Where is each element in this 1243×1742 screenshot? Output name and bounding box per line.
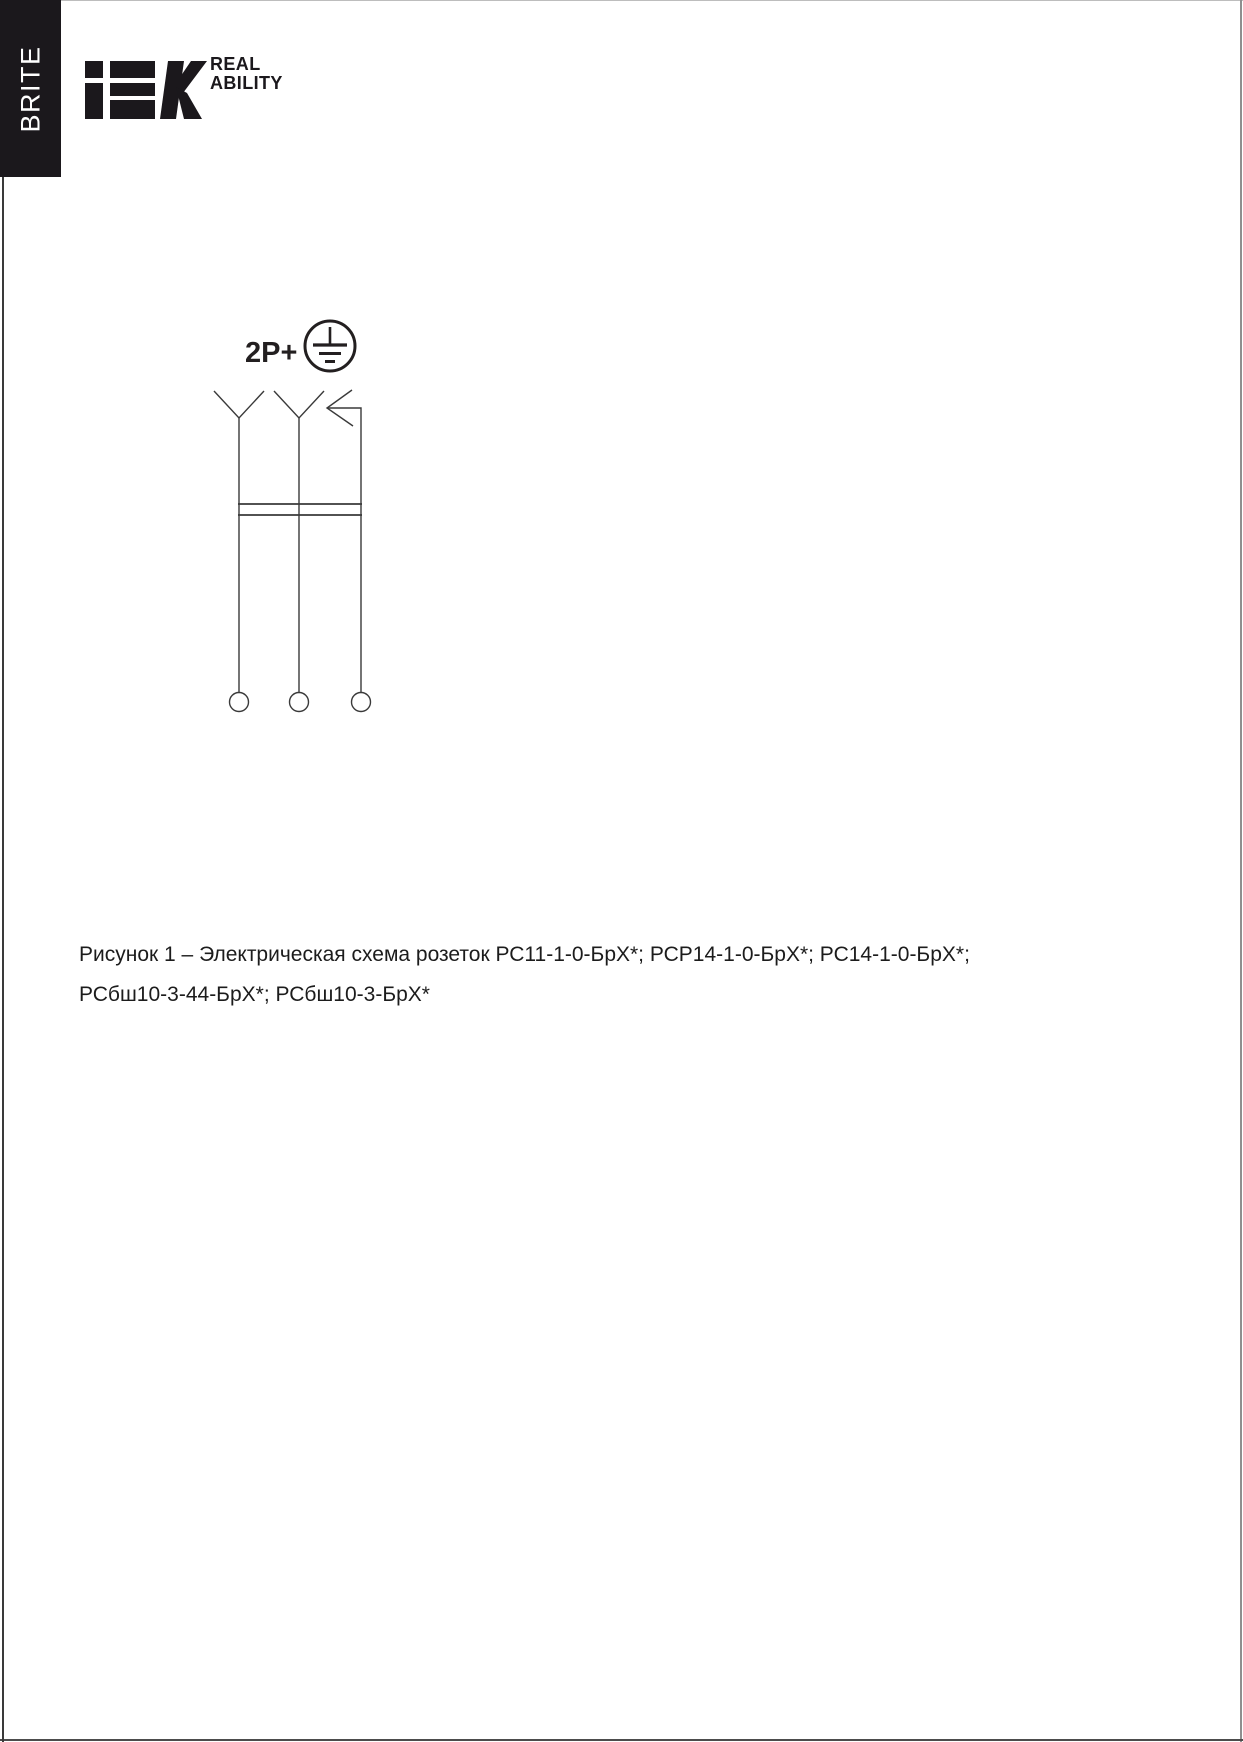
brite-series-banner [0, 0, 61, 177]
iek-logo-glyphs [85, 61, 207, 119]
iek-logo [85, 58, 215, 120]
tagline-line-2: ABILITY [210, 73, 283, 93]
page-edge-top [0, 0, 1243, 1]
page-edge-right [1240, 0, 1242, 1742]
page-edge-bottom [0, 1739, 1243, 1741]
series-name-label: BRITE [15, 44, 45, 133]
tagline-line-1: REAL [210, 54, 261, 74]
logo-tagline [210, 55, 283, 93]
socket-wiring-diagram [200, 315, 380, 725]
page-edge-left [2, 0, 4, 1742]
pole-count-label: 2P+ [245, 337, 298, 369]
terminal-circles [230, 693, 371, 712]
contact-fork-left [214, 391, 264, 692]
socket-body-lines [238, 504, 362, 515]
figure-caption-line-1: Рисунок 1 – Электрическая схема розеток РС11-1-0-БрХ*; РСР14-1-0-БрХ*; РС14-1-0-БрХ*; [79, 943, 970, 966]
earth-contact-arrow [327, 390, 361, 692]
contact-fork-middle [274, 391, 324, 692]
earth-ground-icon [305, 321, 355, 371]
figure-caption-line-2: РСбш10-3-44-БрХ*; РСбш10-3-БрХ* [79, 983, 430, 1006]
figure-caption [79, 935, 1189, 1015]
